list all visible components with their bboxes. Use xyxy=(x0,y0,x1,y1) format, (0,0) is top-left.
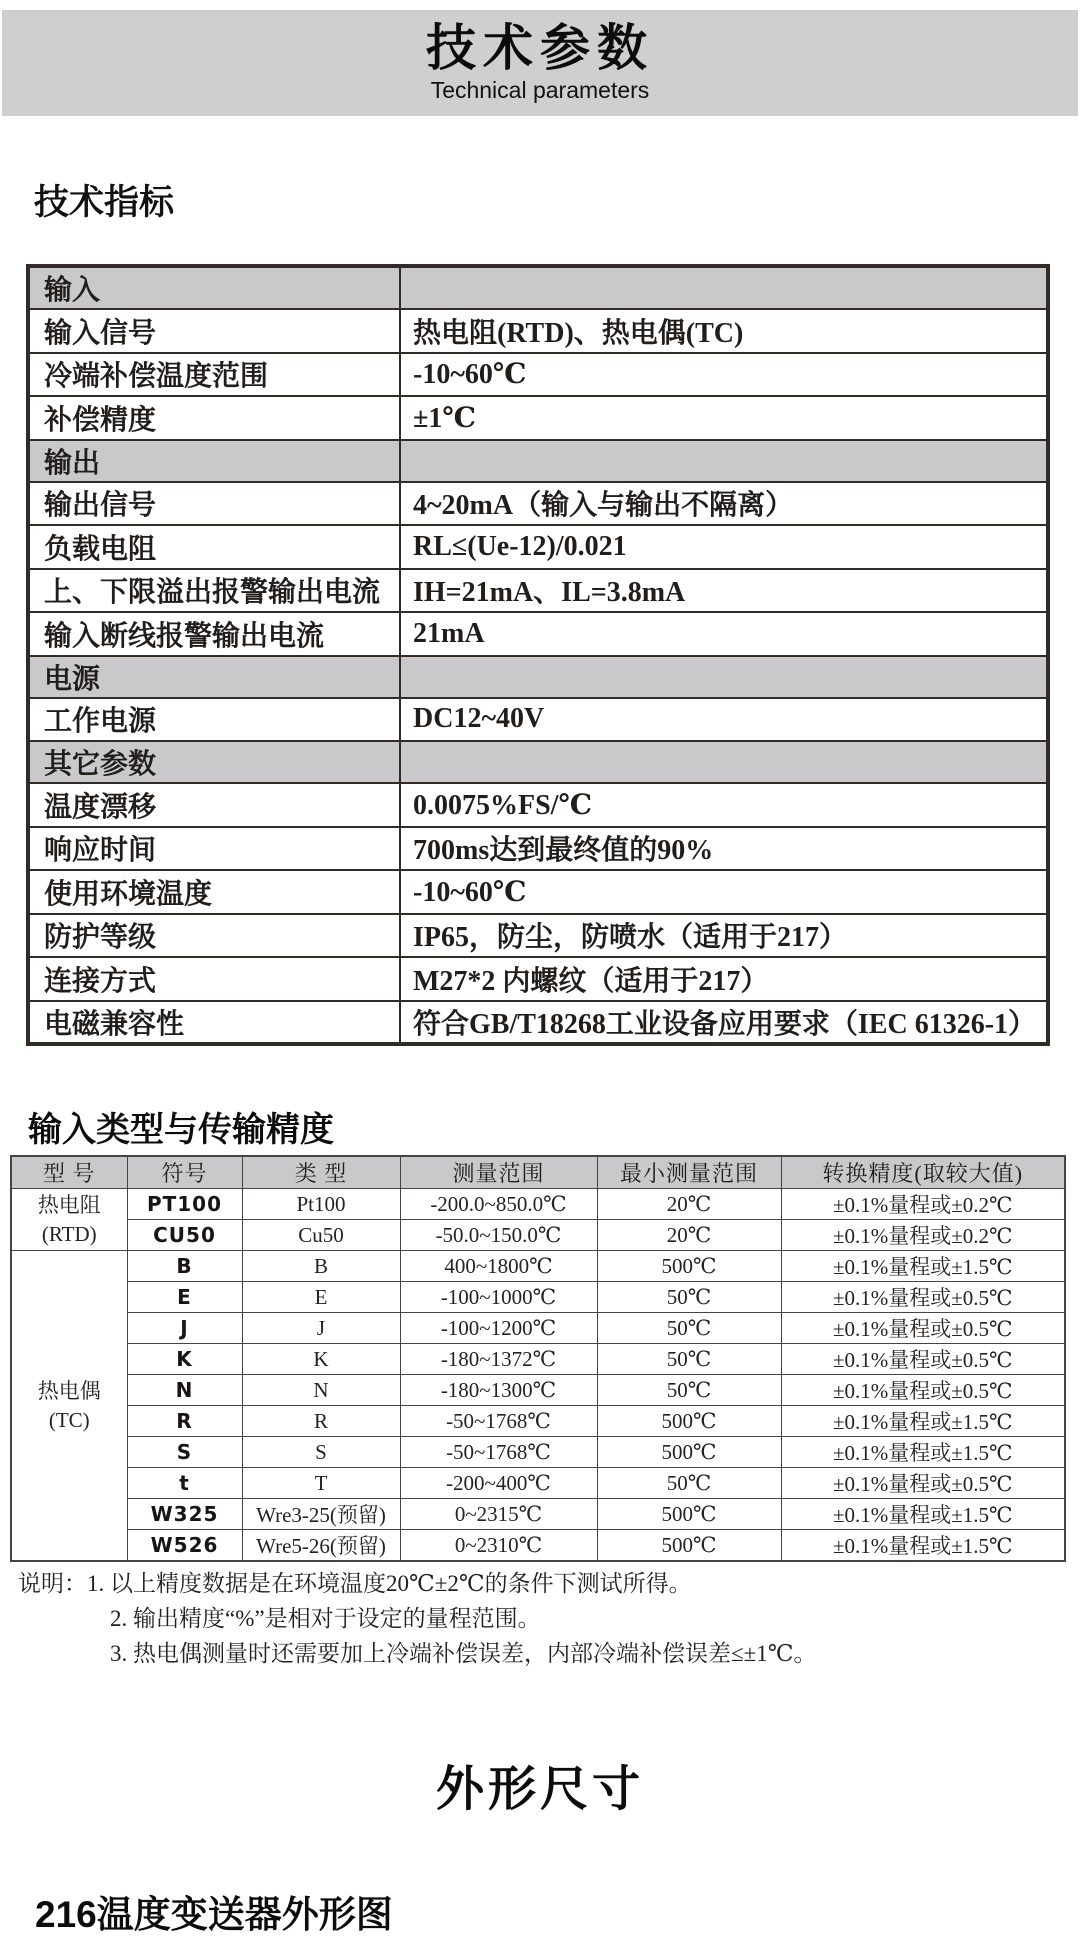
cell-symbol: B xyxy=(127,1251,242,1282)
spec-label-cell: 其它参数 xyxy=(28,741,400,783)
cell-symbol: K xyxy=(127,1344,242,1375)
spec-label-cell: 使用环境温度 xyxy=(28,870,400,914)
cell-accuracy: ±0.1%量程或±0.5℃ xyxy=(781,1282,1065,1313)
spec-label-cell: 负载电阻 xyxy=(28,525,400,569)
spec-row xyxy=(28,957,1048,1001)
model-name: 热电偶 xyxy=(37,1379,101,1404)
column-header: 型 号 xyxy=(11,1156,127,1189)
heading-outline-dimensions: 外形尺寸 xyxy=(435,1763,644,1817)
spec-label-cell: 输出信号 xyxy=(28,482,400,526)
cell-accuracy: ±0.1%量程或±0.5℃ xyxy=(781,1344,1065,1375)
cell-type: Pt100 xyxy=(242,1189,400,1220)
spec-value-cell xyxy=(400,656,1048,698)
cell-min_range: 500℃ xyxy=(597,1499,781,1530)
cell-range: 0~2315℃ xyxy=(400,1499,597,1530)
cell-accuracy: ±0.1%量程或±0.2℃ xyxy=(781,1220,1065,1251)
spec-label-cell: 电磁兼容性 xyxy=(28,1001,400,1045)
cell-range: -200.0~850.0℃ xyxy=(400,1189,597,1220)
spec-value-cell: 700ms达到最终值的90% xyxy=(400,827,1048,871)
spec-value-cell: IH=21mA、IL=3.8mA xyxy=(400,569,1048,613)
cell-type: S xyxy=(242,1437,400,1468)
cell-min_range: 50℃ xyxy=(597,1344,781,1375)
cell-min_range: 20℃ xyxy=(597,1220,781,1251)
spec-section-row xyxy=(28,741,1048,783)
column-header: 测量范围 xyxy=(400,1156,597,1189)
cell-symbol: J xyxy=(127,1313,242,1344)
spec-value-cell: M27*2 内螺纹（适用于217） xyxy=(400,957,1048,1001)
cell-type: E xyxy=(242,1282,400,1313)
cell-type: N xyxy=(242,1375,400,1406)
notes-block xyxy=(18,1566,816,1671)
spec-row xyxy=(28,569,1048,613)
cell-type: R xyxy=(242,1406,400,1437)
cell-type: J xyxy=(242,1313,400,1344)
cell-type: T xyxy=(242,1468,400,1499)
cell-accuracy: ±0.1%量程或±0.5℃ xyxy=(781,1375,1065,1406)
spec-section-row xyxy=(28,440,1048,482)
input-table-row xyxy=(11,1344,1065,1375)
spec-label-cell: 输入信号 xyxy=(28,309,400,353)
heading-216-transmitter-outline: 216温度变送器外形图 xyxy=(35,1893,393,1935)
spec-row xyxy=(28,525,1048,569)
cell-min_range: 500℃ xyxy=(597,1406,781,1437)
model-group-cell xyxy=(11,1189,127,1251)
spec-value-cell: IP65，防尘，防喷水（适用于217） xyxy=(400,914,1048,958)
cell-type: K xyxy=(242,1344,400,1375)
title-banner xyxy=(2,10,1078,116)
column-header: 转换精度(取较大值) xyxy=(781,1156,1065,1189)
note-line: 说明：1. 以上精度数据是在环境温度20℃±2℃的条件下测试所得。 xyxy=(18,1571,692,1596)
cell-accuracy: ±0.1%量程或±1.5℃ xyxy=(781,1499,1065,1530)
input-table-row xyxy=(11,1530,1065,1562)
input-type-table xyxy=(10,1155,1066,1562)
spec-label-cell: 温度漂移 xyxy=(28,783,400,827)
input-table-row xyxy=(11,1406,1065,1437)
spec-row xyxy=(28,1001,1048,1045)
cell-symbol: PT100 xyxy=(127,1189,242,1220)
column-header: 类 型 xyxy=(242,1156,400,1189)
spec-label-cell: 防护等级 xyxy=(28,914,400,958)
cell-range: -100~1000℃ xyxy=(400,1282,597,1313)
cell-symbol: t xyxy=(127,1468,242,1499)
cell-accuracy: ±0.1%量程或±1.5℃ xyxy=(781,1530,1065,1562)
spec-value-cell: DC12~40V xyxy=(400,698,1048,742)
spec-row xyxy=(28,309,1048,353)
spec-label-cell: 输入断线报警输出电流 xyxy=(28,612,400,656)
spec-value-cell: 符合GB/T18268工业设备应用要求（IEC 61326-1） xyxy=(400,1001,1048,1045)
cell-min_range: 20℃ xyxy=(597,1189,781,1220)
cell-accuracy: ±0.1%量程或±0.2℃ xyxy=(781,1189,1065,1220)
page-title: 技术参数 xyxy=(426,19,654,77)
cell-min_range: 50℃ xyxy=(597,1282,781,1313)
cell-range: -50.0~150.0℃ xyxy=(400,1220,597,1251)
column-header: 符号 xyxy=(127,1156,242,1189)
page-subtitle: Technical parameters xyxy=(430,77,650,103)
column-header: 最小测量范围 xyxy=(597,1156,781,1189)
spec-row xyxy=(28,353,1048,397)
input-table-row xyxy=(11,1251,1065,1282)
input-table-row xyxy=(11,1437,1065,1468)
cell-type: Wre3-25(预留) xyxy=(242,1499,400,1530)
spec-value-cell: -10~60℃ xyxy=(400,353,1048,397)
cell-accuracy: ±0.1%量程或±1.5℃ xyxy=(781,1406,1065,1437)
cell-min_range: 500℃ xyxy=(597,1251,781,1282)
model-name: 热电阻 xyxy=(37,1193,101,1218)
cell-range: -200~400℃ xyxy=(400,1468,597,1499)
cell-type: Wre5-26(预留) xyxy=(242,1530,400,1562)
input-table-header-row xyxy=(11,1156,1065,1189)
spec-row xyxy=(28,827,1048,871)
note-line: 2. 输出精度“%”是相对于设定的量程范围。 xyxy=(110,1606,541,1631)
input-table-row xyxy=(11,1189,1065,1220)
spec-label-cell: 输入 xyxy=(28,266,400,309)
model-sub: (TC) xyxy=(48,1407,90,1432)
input-table-row xyxy=(11,1282,1065,1313)
model-sub: (RTD) xyxy=(41,1221,97,1246)
spec-label-cell: 冷端补偿温度范围 xyxy=(28,353,400,397)
cell-min_range: 50℃ xyxy=(597,1468,781,1499)
cell-symbol: R xyxy=(127,1406,242,1437)
spec-row xyxy=(28,698,1048,742)
spec-label-cell: 输出 xyxy=(28,440,400,482)
heading-tech-specs: 技术指标 xyxy=(34,183,175,223)
input-table-row xyxy=(11,1468,1065,1499)
cell-accuracy: ±0.1%量程或±0.5℃ xyxy=(781,1468,1065,1499)
cell-symbol: W526 xyxy=(127,1530,242,1562)
model-group-cell xyxy=(11,1251,127,1562)
cell-min_range: 500℃ xyxy=(597,1437,781,1468)
cell-range: 400~1800℃ xyxy=(400,1251,597,1282)
spec-value-cell: 21mA xyxy=(400,612,1048,656)
spec-value-cell xyxy=(400,266,1048,309)
cell-min_range: 50℃ xyxy=(597,1313,781,1344)
cell-accuracy: ±0.1%量程或±1.5℃ xyxy=(781,1437,1065,1468)
spec-label-cell: 连接方式 xyxy=(28,957,400,1001)
cell-range: -180~1300℃ xyxy=(400,1375,597,1406)
cell-range: -50~1768℃ xyxy=(400,1406,597,1437)
spec-label-cell: 补偿精度 xyxy=(28,396,400,440)
spec-label-cell: 电源 xyxy=(28,656,400,698)
cell-range: -100~1200℃ xyxy=(400,1313,597,1344)
spec-value-cell: 热电阻(RTD)、热电偶(TC) xyxy=(400,309,1048,353)
cell-symbol: CU50 xyxy=(127,1220,242,1251)
spec-value-cell: -10~60℃ xyxy=(400,870,1048,914)
spec-label-cell: 工作电源 xyxy=(28,698,400,742)
spec-row xyxy=(28,783,1048,827)
cell-min_range: 500℃ xyxy=(597,1530,781,1562)
spec-table xyxy=(26,264,1050,1046)
spec-row xyxy=(28,396,1048,440)
spec-label-cell: 上、下限溢出报警输出电流 xyxy=(28,569,400,613)
spec-section-row xyxy=(28,656,1048,698)
cell-symbol: W325 xyxy=(127,1499,242,1530)
input-table-row xyxy=(11,1220,1065,1251)
spec-row xyxy=(28,612,1048,656)
spec-row xyxy=(28,870,1048,914)
cell-type: B xyxy=(242,1251,400,1282)
cell-type: Cu50 xyxy=(242,1220,400,1251)
spec-section-row xyxy=(28,266,1048,309)
spec-value-cell xyxy=(400,741,1048,783)
spec-value-cell xyxy=(400,440,1048,482)
cell-accuracy: ±0.1%量程或±1.5℃ xyxy=(781,1251,1065,1282)
note-line: 3. 热电偶测量时还需要加上冷端补偿误差，内部冷端补偿误差≤±1℃。 xyxy=(110,1641,817,1666)
spec-row xyxy=(28,482,1048,526)
cell-accuracy: ±0.1%量程或±0.5℃ xyxy=(781,1313,1065,1344)
cell-range: 0~2310℃ xyxy=(400,1530,597,1562)
spec-value-cell: 0.0075%FS/℃ xyxy=(400,783,1048,827)
spec-row xyxy=(28,914,1048,958)
cell-range: -50~1768℃ xyxy=(400,1437,597,1468)
heading-input-types: 输入类型与传输精度 xyxy=(28,1111,334,1150)
spec-value-cell: ±1℃ xyxy=(400,396,1048,440)
spec-label-cell: 响应时间 xyxy=(28,827,400,871)
spec-value-cell: RL≤(Ue-12)/0.021 xyxy=(400,525,1048,569)
input-table-row xyxy=(11,1375,1065,1406)
input-table-row xyxy=(11,1313,1065,1344)
cell-symbol: S xyxy=(127,1437,242,1468)
cell-range: -180~1372℃ xyxy=(400,1344,597,1375)
spec-value-cell: 4~20mA（输入与输出不隔离） xyxy=(400,482,1048,526)
cell-symbol: N xyxy=(127,1375,242,1406)
cell-min_range: 50℃ xyxy=(597,1375,781,1406)
cell-symbol: E xyxy=(127,1282,242,1313)
input-table-row xyxy=(11,1499,1065,1530)
